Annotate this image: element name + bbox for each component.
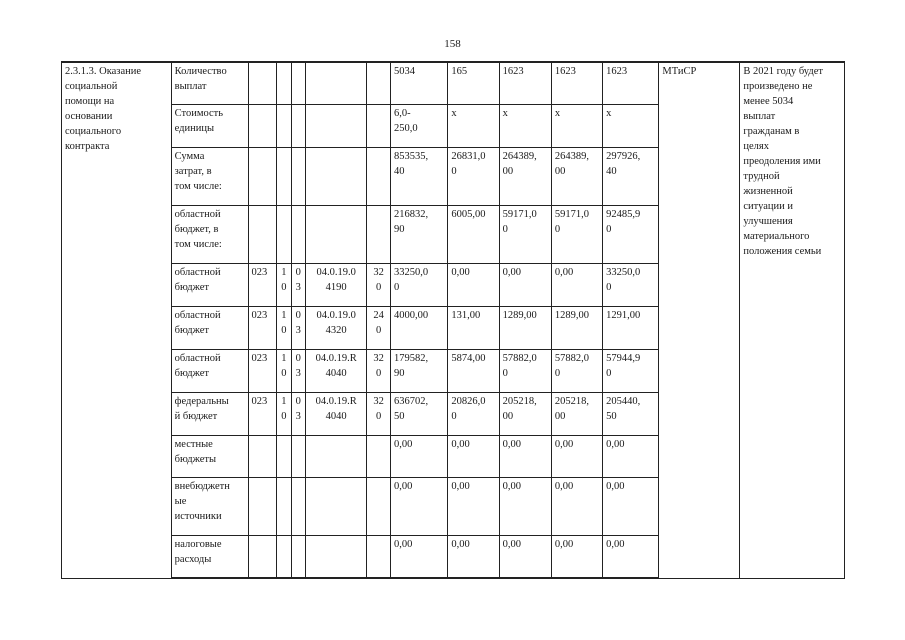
vr-cell: 32 0	[367, 349, 391, 392]
value-year-3: 57882,0 0	[551, 349, 602, 392]
value-year-4: 0,00	[603, 477, 659, 535]
value-year-4: 1291,00	[603, 306, 659, 349]
value-year-1: 5874,00	[448, 349, 499, 392]
value-year-3: 1623	[551, 62, 602, 104]
value-year-3: 205218, 00	[551, 392, 602, 435]
grbs-cell: 023	[248, 392, 277, 435]
value-year-2: 205218, 00	[499, 392, 551, 435]
vr-cell	[367, 104, 391, 147]
row-label: областной бюджет, в том числе:	[171, 205, 248, 263]
value-total: 853535, 40	[390, 147, 447, 205]
pr-cell	[291, 147, 305, 205]
value-year-3: 0,00	[551, 263, 602, 306]
value-year-2: 57882,0 0	[499, 349, 551, 392]
grbs-cell	[248, 535, 277, 578]
grbs-cell	[248, 435, 277, 477]
pr-cell	[291, 104, 305, 147]
value-total: 0,00	[390, 535, 447, 578]
value-year-3: 1289,00	[551, 306, 602, 349]
pr-cell: 0 3	[291, 306, 305, 349]
value-total: 4000,00	[390, 306, 447, 349]
grbs-cell: 023	[248, 349, 277, 392]
rz-cell: 1 0	[277, 392, 291, 435]
csr-cell	[305, 104, 366, 147]
row-label: Сумма затрат, в том числе:	[171, 147, 248, 205]
vr-cell: 32 0	[367, 263, 391, 306]
grbs-cell	[248, 147, 277, 205]
csr-cell: 04.0.19.R 4040	[305, 349, 366, 392]
row-label: внебюджетн ые источники	[171, 477, 248, 535]
csr-cell: 04.0.19.R 4040	[305, 392, 366, 435]
value-year-1: 0,00	[448, 435, 499, 477]
value-year-4: х	[603, 104, 659, 147]
rz-cell	[277, 535, 291, 578]
value-year-2: 0,00	[499, 477, 551, 535]
csr-cell: 04.0.19.0 4190	[305, 263, 366, 306]
grbs-cell: 023	[248, 306, 277, 349]
vr-cell	[367, 535, 391, 578]
value-year-4: 205440, 50	[603, 392, 659, 435]
value-total: 33250,0 0	[390, 263, 447, 306]
rz-cell: 1 0	[277, 306, 291, 349]
value-year-1: х	[448, 104, 499, 147]
vr-cell: 32 0	[367, 392, 391, 435]
pr-cell: 0 3	[291, 263, 305, 306]
value-total: 0,00	[390, 477, 447, 535]
value-total: 5034	[390, 62, 447, 104]
value-year-2: 264389, 00	[499, 147, 551, 205]
value-year-3: 0,00	[551, 477, 602, 535]
csr-cell	[305, 477, 366, 535]
row-label: Количество выплат	[171, 62, 248, 104]
value-year-3: х	[551, 104, 602, 147]
vr-cell	[367, 477, 391, 535]
value-total: 179582, 90	[390, 349, 447, 392]
pr-cell: 0 3	[291, 349, 305, 392]
csr-cell	[305, 535, 366, 578]
row-label: местные бюджеты	[171, 435, 248, 477]
value-year-3: 264389, 00	[551, 147, 602, 205]
row-label: областной бюджет	[171, 263, 248, 306]
value-year-4: 0,00	[603, 535, 659, 578]
value-year-4: 1623	[603, 62, 659, 104]
measure-title-cell	[62, 62, 172, 578]
grbs-cell	[248, 205, 277, 263]
value-year-1: 0,00	[448, 477, 499, 535]
value-year-1: 0,00	[448, 535, 499, 578]
value-year-2: 0,00	[499, 535, 551, 578]
vr-cell	[367, 435, 391, 477]
rz-cell: 1 0	[277, 349, 291, 392]
value-year-1: 165	[448, 62, 499, 104]
rz-cell	[277, 62, 291, 104]
value-year-2: х	[499, 104, 551, 147]
pr-cell	[291, 477, 305, 535]
row-label: областной бюджет	[171, 349, 248, 392]
csr-cell	[305, 205, 366, 263]
value-year-1: 6005,00	[448, 205, 499, 263]
row-label: федеральны й бюджет	[171, 392, 248, 435]
rz-cell	[277, 205, 291, 263]
vr-cell	[367, 205, 391, 263]
measure-title: 2.3.1.3. Оказание социальной помощи на основании социального контракта	[65, 66, 142, 152]
value-year-3: 59171,0 0	[551, 205, 602, 263]
pr-cell: 0 3	[291, 392, 305, 435]
value-year-2: 1289,00	[499, 306, 551, 349]
value-year-4: 57944,9 0	[603, 349, 659, 392]
vr-cell	[367, 62, 391, 104]
budget-table	[61, 61, 845, 579]
csr-cell	[305, 435, 366, 477]
value-year-3: 0,00	[551, 435, 602, 477]
rz-cell	[277, 104, 291, 147]
page-number: 158	[444, 38, 461, 50]
vr-cell: 24 0	[367, 306, 391, 349]
value-year-2: 0,00	[499, 435, 551, 477]
value-total: 636702, 50	[390, 392, 447, 435]
value-total: 0,00	[390, 435, 447, 477]
rz-cell	[277, 435, 291, 477]
row-label: налоговые расходы	[171, 535, 248, 578]
result-cell	[740, 62, 845, 578]
value-year-4: 92485,9 0	[603, 205, 659, 263]
pr-cell	[291, 205, 305, 263]
vr-cell	[367, 147, 391, 205]
rz-cell	[277, 147, 291, 205]
executor: МТиСР	[662, 66, 697, 77]
grbs-cell: 023	[248, 263, 277, 306]
value-year-4: 0,00	[603, 435, 659, 477]
pr-cell	[291, 435, 305, 477]
value-year-2: 1623	[499, 62, 551, 104]
executor-cell	[659, 62, 740, 578]
pr-cell	[291, 535, 305, 578]
value-total: 216832, 90	[390, 205, 447, 263]
value-year-2: 59171,0 0	[499, 205, 551, 263]
csr-cell	[305, 147, 366, 205]
grbs-cell	[248, 104, 277, 147]
rz-cell: 1 0	[277, 263, 291, 306]
grbs-cell	[248, 477, 277, 535]
row-label: областной бюджет	[171, 306, 248, 349]
value-year-3: 0,00	[551, 535, 602, 578]
rz-cell	[277, 477, 291, 535]
csr-cell	[305, 62, 366, 104]
expected-result: В 2021 году будет произведено не менее 5034 выплат гражданам в целях преодоления ими трудной жизненной ситуации и улучшения материального положения семьи	[743, 66, 823, 257]
pr-cell	[291, 62, 305, 104]
grbs-cell	[248, 62, 277, 104]
value-total: 6,0- 250,0	[390, 104, 447, 147]
value-year-4: 297926, 40	[603, 147, 659, 205]
csr-cell: 04.0.19.0 4320	[305, 306, 366, 349]
table-row	[62, 62, 845, 104]
row-label: Стоимость единицы	[171, 104, 248, 147]
value-year-1: 26831,0 0	[448, 147, 499, 205]
value-year-2: 0,00	[499, 263, 551, 306]
value-year-4: 33250,0 0	[603, 263, 659, 306]
value-year-1: 0,00	[448, 263, 499, 306]
value-year-1: 131,00	[448, 306, 499, 349]
value-year-1: 20826,0 0	[448, 392, 499, 435]
